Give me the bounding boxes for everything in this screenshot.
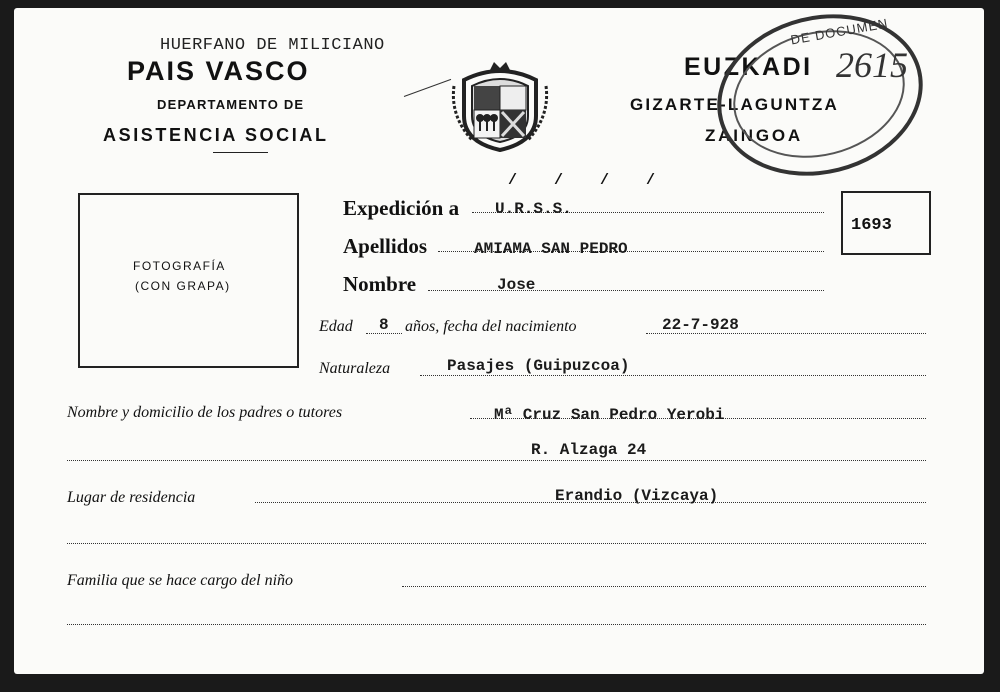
- nombre-value: Jose: [497, 276, 536, 294]
- expedicion-label: Expedición a: [343, 196, 460, 220]
- left-subtitle: DEPARTAMENTO DE: [157, 97, 305, 112]
- seal-number: 2615: [836, 45, 908, 85]
- naturaleza-value: Pasajes (Guipuzcoa): [447, 357, 630, 375]
- padres-value-2: R. Alzaga 24: [531, 441, 647, 459]
- padres-value-1: Mª Cruz San Pedro Yerobi: [494, 406, 725, 424]
- apellidos-label: Apellidos: [343, 234, 428, 258]
- tick-marks: / / / /: [508, 172, 670, 189]
- nombre-label: Nombre: [343, 272, 417, 296]
- edad-label: Edad: [319, 318, 353, 335]
- padres-label: Nombre y domicilio de los padres o tutores: [67, 404, 343, 421]
- nombre-line: [428, 290, 824, 291]
- coat-of-arms-icon: [450, 58, 550, 154]
- seal-text: DE DOCUMEN: [789, 15, 890, 48]
- photo-label: FOTOGRAFÍA: [133, 259, 226, 273]
- naturaleza-label: Naturaleza: [319, 360, 391, 377]
- right-title: EUZKADI: [684, 53, 813, 81]
- photo-staple-note: (CON GRAPA): [135, 279, 231, 293]
- fecha-value: 22-7-928: [662, 316, 739, 334]
- orphan-stamp: HUERFANO DE MILICIANO: [160, 36, 385, 55]
- familia-line-1: [402, 586, 926, 587]
- padres-line-2: [67, 460, 926, 461]
- edad-value: 8: [379, 316, 389, 334]
- naturaleza-line: [420, 375, 926, 376]
- right-subtitle: GIZARTE-LAGUNTZA: [630, 95, 839, 114]
- residencia-value: Erandio (Vizcaya): [555, 487, 719, 505]
- expedicion-value: U.R.S.S.: [495, 200, 572, 218]
- familia-line-2: [67, 624, 926, 625]
- left-underline: [213, 152, 268, 153]
- residencia-label: Lugar de residencia: [67, 489, 196, 506]
- residencia-line-2: [67, 543, 926, 544]
- familia-label: Familia que se hace cargo del niño: [67, 572, 294, 589]
- left-department: ASISTENCIA SOCIAL: [103, 125, 329, 145]
- fecha-label: años, fecha del nacimiento: [405, 318, 577, 335]
- apellidos-value: AMIAMA SAN PEDRO: [474, 240, 628, 258]
- record-number: 1693: [851, 216, 892, 235]
- right-department: ZAINGOA: [705, 126, 803, 145]
- left-title: PAIS VASCO: [127, 56, 310, 86]
